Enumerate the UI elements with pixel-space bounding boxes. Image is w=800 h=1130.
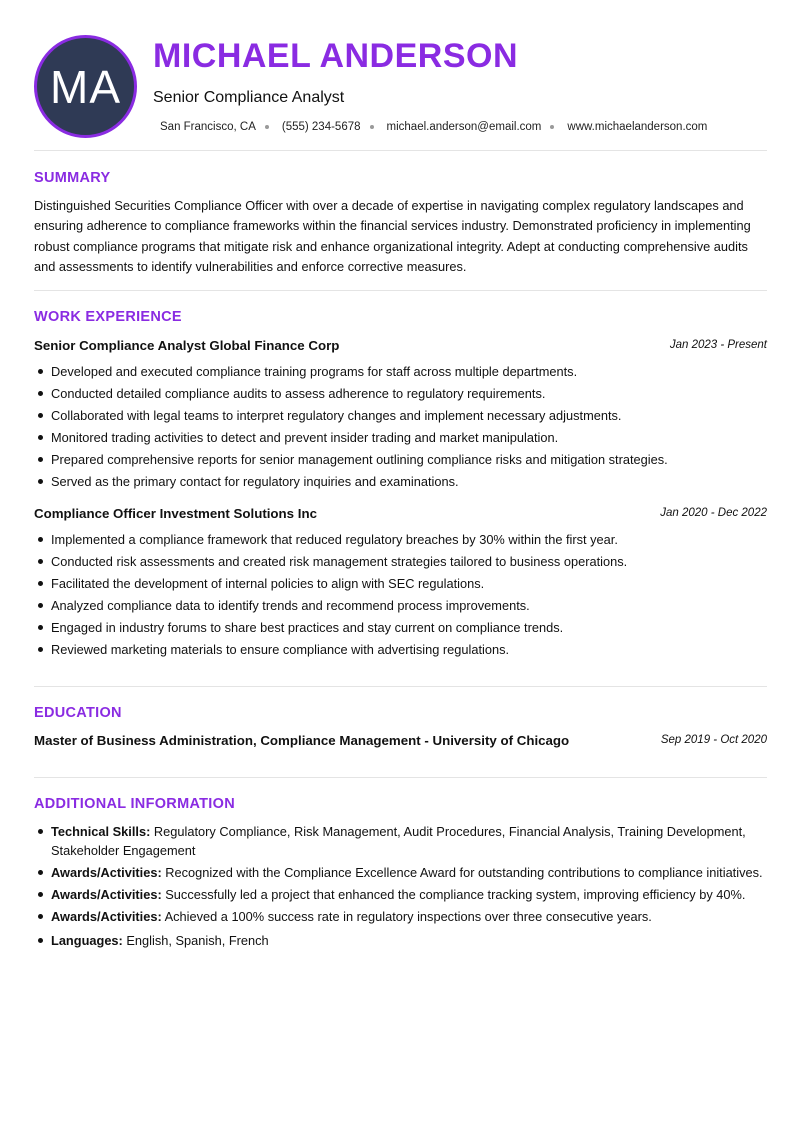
info-text: Recognized with the Compliance Excellence Award for outstanding contributions to compliance initiatives. — [161, 865, 763, 880]
summary-text: Distinguished Securities Compliance Officer with over a decade of expertise in navigating complex regulatory landscapes and ensuring adherence to compliance frameworks within the financial services industry. Demonstrated proficiency in implementing robust compliance programs that mitigate risk and enhance organizational integrity. Adept at conducting comprehensive audits and assessments to identify vulnerabilities and enforce corrective measures. — [34, 198, 751, 274]
list-item — [34, 885, 767, 904]
job-dates: Jan 2020 - Dec 2022 — [660, 507, 767, 519]
info-text: Successfully led a project that enhanced the compliance tracking system, improving efficiency by 40%. — [161, 887, 746, 902]
info-label: Awards/Activities: — [51, 909, 162, 924]
job-bullets — [34, 363, 767, 496]
list-item: Prepared comprehensive reports for senior management outlining compliance risks and mitigation strategies. — [34, 451, 767, 468]
job-header — [34, 506, 767, 524]
education-dates: Sep 2019 - Oct 2020 — [660, 734, 767, 746]
section-title-experience: WORK EXPERIENCE — [34, 309, 182, 325]
job-title: Senior Compliance Analyst Global Finance Corp — [34, 338, 340, 353]
info-label: Technical Skills: — [51, 824, 151, 839]
contact-email[interactable]: michael.anderson@email.com — [386, 121, 542, 133]
job-bullets — [34, 531, 767, 664]
education-entry — [34, 733, 767, 751]
info-text: Achieved a 100% success rate in regulatory inspections over three consecutive years. — [161, 909, 652, 924]
list-item: Served as the primary contact for regulatory inquiries and examinations. — [34, 473, 767, 490]
contact-phone: (555) 234-5678 — [281, 121, 361, 133]
job-header — [34, 338, 767, 356]
list-item — [34, 931, 767, 950]
list-item: Analyzed compliance data to identify trends and recommend process improvements. — [34, 597, 767, 614]
list-item: Facilitated the development of internal policies to align with SEC regulations. — [34, 575, 767, 592]
divider — [34, 150, 767, 151]
list-item — [34, 863, 767, 882]
list-item: Implemented a compliance framework that reduced regulatory breaches by 30% within the first year. — [34, 531, 767, 548]
separator-dot — [550, 125, 554, 129]
list-item: Collaborated with legal teams to interpret regulatory changes and implement necessary adjustments. — [34, 407, 767, 424]
list-item: Reviewed marketing materials to ensure compliance with advertising regulations. — [34, 641, 767, 658]
candidate-name: MICHAEL ANDERSON — [153, 37, 519, 75]
list-item — [34, 822, 767, 860]
avatar-initials: MA — [50, 60, 121, 113]
divider — [34, 686, 767, 687]
list-item: Conducted detailed compliance audits to assess adherence to regulatory requirements. — [34, 385, 767, 402]
education-degree: Master of Business Administration, Compliance Management - University of Chicago — [34, 733, 570, 748]
section-title-education: EDUCATION — [34, 705, 122, 721]
info-text: Regulatory Compliance, Risk Management, Audit Procedures, Financial Analysis, Training Development, Stakeholder Engagement — [51, 824, 746, 858]
list-item: Developed and executed compliance training programs for staff across multiple departments. — [34, 363, 767, 380]
info-label: Awards/Activities: — [51, 887, 162, 902]
list-item — [34, 907, 767, 926]
divider — [34, 290, 767, 291]
contact-info — [160, 121, 707, 133]
resume-header — [0, 0, 800, 150]
job-dates: Jan 2023 - Present — [669, 339, 767, 351]
info-label: Awards/Activities: — [51, 865, 162, 880]
separator-dot — [370, 125, 374, 129]
info-label: Languages: — [51, 933, 123, 948]
divider — [34, 777, 767, 778]
list-item: Monitored trading activities to detect and prevent insider trading and market manipulation. — [34, 429, 767, 446]
separator-dot — [265, 125, 269, 129]
additional-info-list — [34, 822, 767, 953]
job-title: Compliance Officer Investment Solutions Inc — [34, 506, 317, 521]
section-title-additional: ADDITIONAL INFORMATION — [34, 796, 235, 812]
section-title-summary: SUMMARY — [34, 170, 111, 186]
list-item: Conducted risk assessments and created risk management strategies tailored to business operations. — [34, 553, 767, 570]
contact-website[interactable]: www.michaelanderson.com — [567, 121, 708, 133]
avatar — [34, 35, 137, 138]
candidate-role: Senior Compliance Analyst — [153, 89, 345, 106]
list-item: Engaged in industry forums to share best practices and stay current on compliance trends. — [34, 619, 767, 636]
info-text: English, Spanish, French — [122, 933, 269, 948]
contact-location: San Francisco, CA — [160, 121, 256, 133]
